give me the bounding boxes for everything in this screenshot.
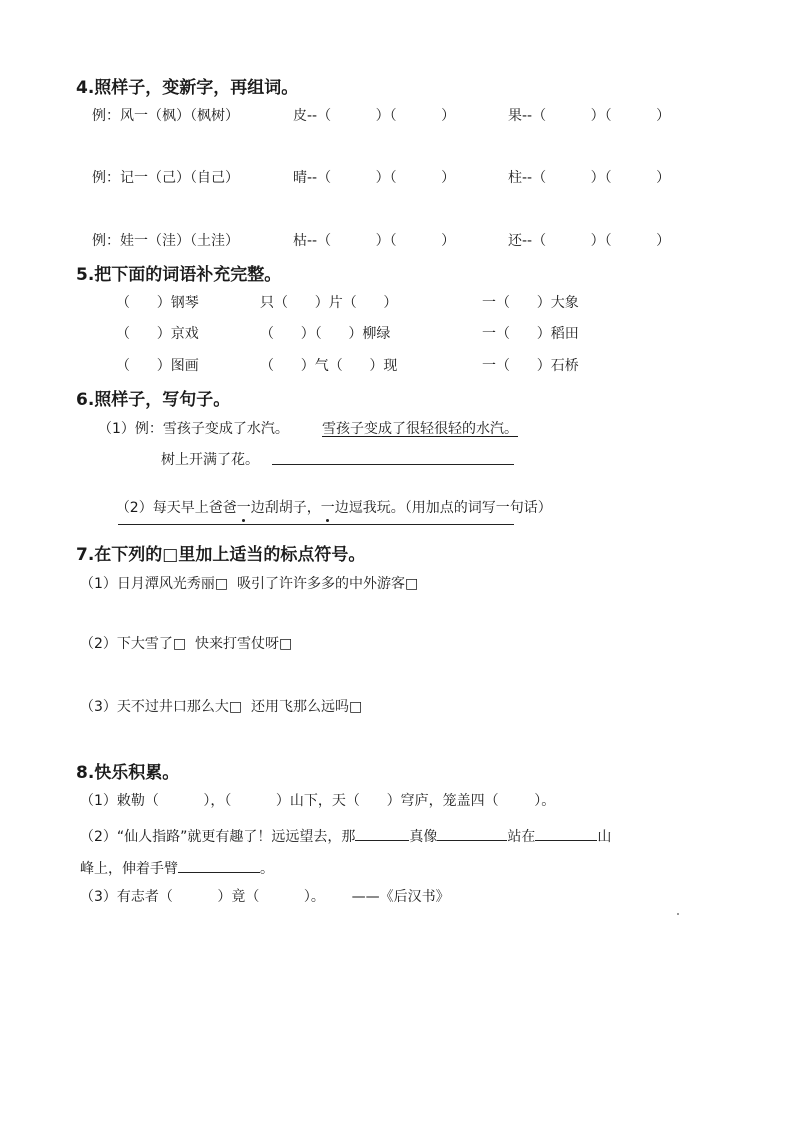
q8-blank-1[interactable] [355,824,409,841]
q4-row1-example: 例：风一（枫）（枫树） [92,108,239,124]
q6-item2-answer-line[interactable] [118,524,514,525]
q4-row3-a: 枯--（ ）（ ） [293,233,456,249]
q6-item2-part2: 边刮胡子， [250,500,321,516]
q5-r1-c3: 一（ ）大象 [482,295,579,311]
q4-row2-a: 晴--（ ）（ ） [293,170,456,186]
q8-item2-line1 [80,824,611,846]
q4-row3-b: 还--（ ）（ ） [508,233,671,249]
q4-row1-b: 果--（ ）（ ） [508,108,671,124]
q8-item2-text-c: 站在 [507,829,536,845]
q8-item1: （1）敕勒（ ），（ ）山下，天（ ）穹庐，笼盖四（ ）。 [80,793,556,809]
q6-item2-dotted-1: 一 [236,500,251,516]
q6-item2-part1: （2）每天早上爸爸 [115,500,237,516]
q5-r1-c2: 只（ ）片（ ） [260,295,398,311]
q6-item1-task: 树上开满了花。 [161,452,259,468]
q7-item1: （1）日月潭风光秀丽□ 吸引了许许多多的中外游客□ [80,576,419,592]
q8-item2-text-f: 。 [260,861,274,877]
q7-item3: （3）天不过井口那么大□ 还用飞那么远吗□ [80,699,363,715]
q8-blank-2[interactable] [437,824,507,841]
q6-item2 [98,481,552,533]
q8-blank-4[interactable] [178,856,260,873]
q4-row1-a: 皮--（ ）（ ） [293,108,456,124]
q5-r2-c1: （ ）京戏 [116,326,199,342]
q8-blank-3[interactable] [535,824,597,841]
q6-title: 6.照样子，写句子。 [76,390,231,410]
q7-title: 7.在下列的□里加上适当的标点符号。 [76,545,366,565]
q8-title: 8.快乐积累。 [76,763,180,783]
q7-item2: （2）下大雪了□ 快来打雪仗呀□ [80,636,293,652]
q6-item1-prefix: （1）例：雪孩子变成了水汽。 [98,421,289,437]
q8-item2-line2 [80,856,274,878]
q5-r3-c1: （ ）图画 [116,358,199,374]
q8-item2-text-b: 真像 [409,829,438,845]
q8-item2-text-e: 峰上，伸着手臂 [80,861,178,877]
q6-item2-dotted-2: 一 [320,500,335,516]
q5-r3-c2: （ ）气（ ）现 [260,358,398,374]
q4-row3-example: 例：娃一（洼）（土洼） [92,233,239,249]
q8-item2-text-d: 山 [597,829,612,845]
q8-item2-text-a: （2）“仙人指路”就更有趣了！远远望去，那 [80,829,356,845]
q5-r3-c3: 一（ ）石桥 [482,358,579,374]
q4-title: 4.照样子，变新字，再组词。 [76,78,299,98]
q5-title: 5.把下面的词语补充完整。 [76,265,282,285]
q6-item1-answer-line[interactable] [272,464,514,465]
scan-speck [677,913,679,915]
q4-row2-b: 柱--（ ）（ ） [508,170,671,186]
q6-item2-part3: 边逗我玩。（用加点的词写一句话） [334,500,552,516]
q8-item3: （3）有志者（ ）竟（ ）。 ——《后汉书》 [80,889,450,905]
q6-item1-example: 雪孩子变成了很轻很轻的水汽。 [322,421,518,437]
q5-r2-c3: 一（ ）稻田 [482,326,579,342]
q5-r1-c1: （ ）钢琴 [116,295,199,311]
q5-r2-c2: （ ）（ ）柳绿 [260,326,391,342]
q4-row2-example: 例：记一（己）（自己） [92,170,239,186]
